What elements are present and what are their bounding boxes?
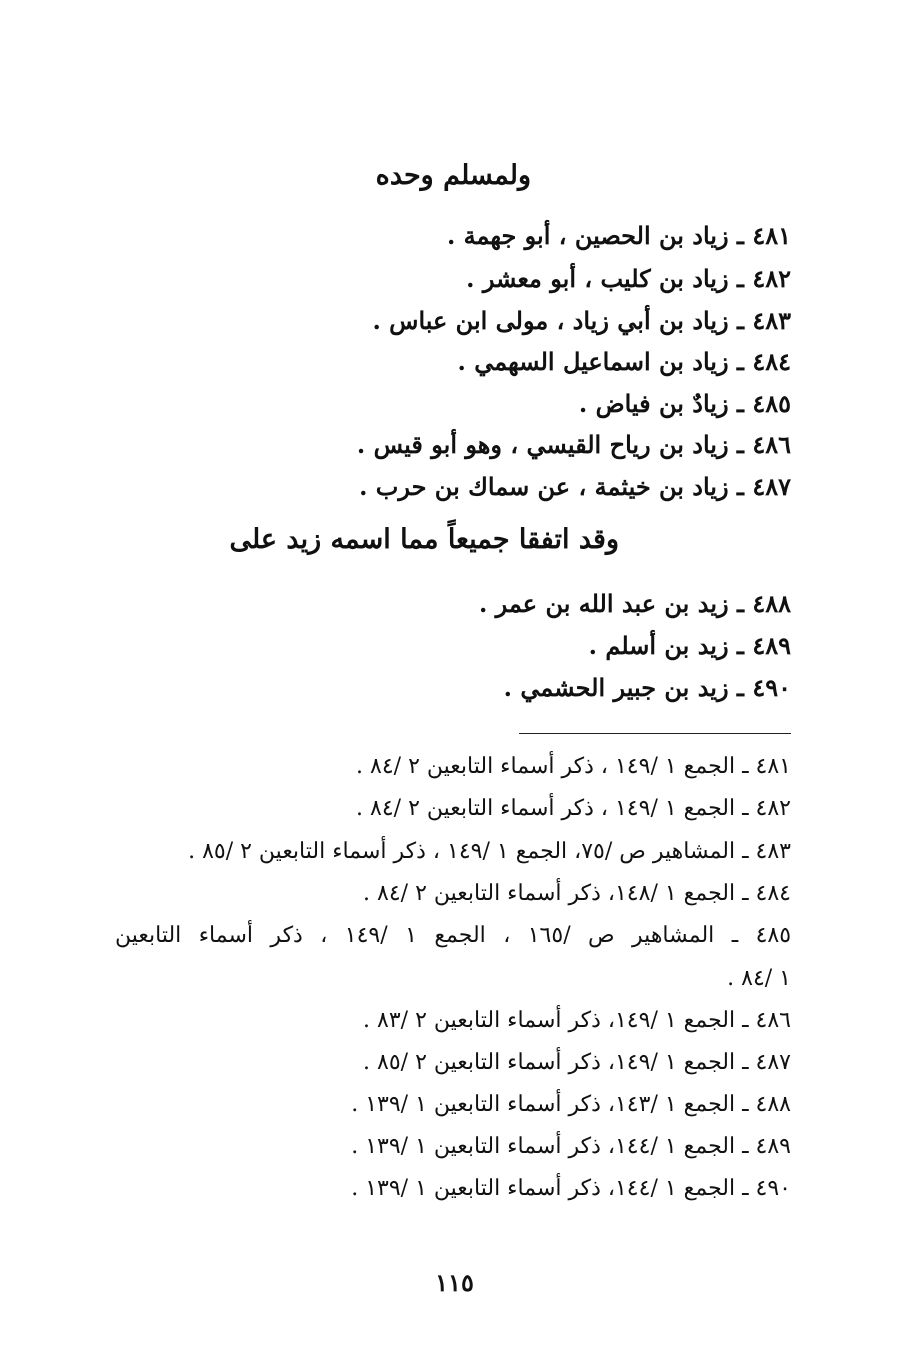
footnote-481: ٤٨١ ـ الجمع ١ /١٤٩ ، ذكر أسماء التابعين ٢ /٨٤ . bbox=[356, 754, 791, 779]
entry-485: ٤٨٥ ـ زيادٌ بن فياض . bbox=[578, 389, 791, 418]
footnote-487: ٤٨٧ ـ الجمع ١ /١٤٩، ذكر أسماء التابعين ٢ /٨٥ . bbox=[363, 1050, 791, 1075]
section-heading-agreed: وقد اتفقا جميعاً مما اسمه زيد على bbox=[229, 524, 619, 555]
footnote-490: ٤٩٠ ـ الجمع ١ /١٤٤، ذكر أسماء التابعين ١ /١٣٩ . bbox=[351, 1176, 791, 1201]
footnote-482: ٤٨٢ ـ الجمع ١ /١٤٩ ، ذكر أسماء التابعين ٢ /٨٤ . bbox=[356, 796, 791, 821]
section-heading-muslim-only: ولمسلم وحده bbox=[375, 160, 531, 191]
footnote-485-continuation: ١ /٨٤ . bbox=[727, 966, 791, 991]
entry-486: ٤٨٦ ـ زياد بن رياح القيسي ، وهو أبو قيس . bbox=[356, 430, 791, 459]
footnote-489: ٤٨٩ ـ الجمع ١ /١٤٤، ذكر أسماء التابعين ١ /١٣٩ . bbox=[351, 1134, 791, 1159]
footnote-483: ٤٨٣ ـ المشاهير ص /٧٥، الجمع ١ /١٤٩ ، ذكر أسماء التابعين ٢ /٨٥ . bbox=[188, 839, 791, 864]
entry-481: ٤٨١ ـ زياد بن الحصين ، أبو جهمة . bbox=[446, 221, 791, 250]
entry-487: ٤٨٧ ـ زياد بن خيثمة ، عن سماك بن حرب . bbox=[359, 472, 791, 501]
footnote-488: ٤٨٨ ـ الجمع ١ /١٤٣، ذكر أسماء التابعين ١ /١٣٩ . bbox=[351, 1092, 791, 1117]
footnote-485: ٤٨٥ ـ المشاهير ص /١٦٥ ، الجمع ١ /١٤٩ ، ذكر أسماء التابعين bbox=[115, 923, 792, 948]
entry-489: ٤٨٩ ـ زيد بن أسلم . bbox=[588, 631, 791, 660]
entry-482: ٤٨٢ ـ زياد بن كليب ، أبو معشر . bbox=[466, 264, 791, 293]
footnote-484: ٤٨٤ ـ الجمع ١ /١٤٨، ذكر أسماء التابعين ٢ /٨٤ . bbox=[363, 881, 791, 906]
entry-483: ٤٨٣ ـ زياد بن أبي زياد ، مولى ابن عباس . bbox=[372, 306, 791, 335]
footnote-486: ٤٨٦ ـ الجمع ١ /١٤٩، ذكر أسماء التابعين ٢ /٨٣ . bbox=[363, 1008, 791, 1033]
entry-484: ٤٨٤ ـ زياد بن اسماعيل السهمي . bbox=[457, 347, 791, 376]
page-number: ١١٥ bbox=[435, 1268, 474, 1297]
entry-488: ٤٨٨ ـ زيد بن عبد الله بن عمر . bbox=[478, 589, 791, 618]
footnote-separator bbox=[519, 733, 791, 734]
entry-490: ٤٩٠ ـ زيد بن جبير الحشمي . bbox=[503, 673, 791, 702]
